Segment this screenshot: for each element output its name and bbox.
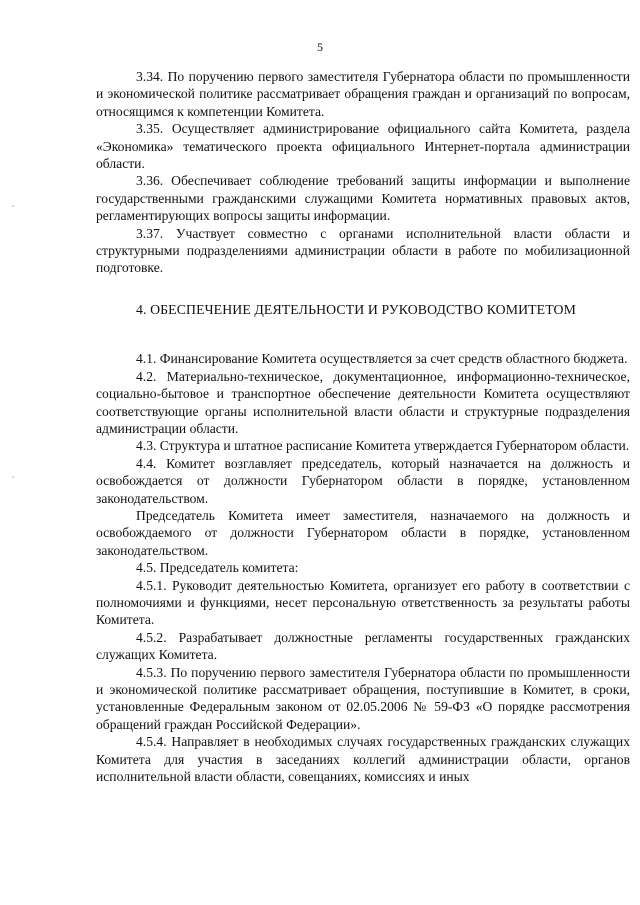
paragraph-3-34: 3.34. По поручению первого заместителя Губернатора области по промышленности и экономической политике рассматривает обращения граждан и организаций по вопросам, относящимся к компетенции Комитета. bbox=[96, 69, 630, 119]
paragraph-4-5: 4.5. Председатель комитета: bbox=[136, 560, 299, 576]
page-number: 5 bbox=[317, 40, 323, 54]
spacer bbox=[96, 277, 630, 301]
paragraph-4-5-3: 4.5.3. По поручению первого заместителя Губернатора области по промышленности и экономической политике рассматривает обращения, поступившие в Комитет, в сроки, установленные Федеральным законом от 02.05.2006 № 59-ФЗ «О порядке рассмотрения обращений граждан Российской Федерации». bbox=[96, 664, 630, 732]
document-body bbox=[96, 68, 630, 785]
paragraph-3-37: 3.37. Участвует совместно с органами исполнительной власти области и структурными подразделениями администрации области в работе по мобилизационной подготовке. bbox=[96, 225, 630, 276]
spacer bbox=[96, 318, 630, 350]
paragraph-3-36: 3.36. Обеспечивает соблюдение требований защиты информации и выполнение государственными гражданскими служащими Комитета нормативных правовых актов, регламентирующих вопросы защиты информации. bbox=[96, 173, 630, 224]
paragraph-4-2: 4.2. Материально-техническое, документационное, информационно-техническое, социально-бытовое и транспортное обеспечение деятельности Комитета осуществляют соответствующие органы исполнительной власти области и структурные подразделения администрации области. bbox=[96, 368, 630, 436]
section-heading: 4. ОБЕСПЕЧЕНИЕ ДЕЯТЕЛЬНОСТИ И РУКОВОДСТВО КОМИТЕТОМ bbox=[136, 301, 576, 317]
paragraph-4-5-4: 4.5.4. Направляет в необходимых случаях государственных гражданских служащих Комитета для участия в заседаниях коллегий администрации области, органов исполнительной власти области, совещаниях, комиссиях и иных bbox=[96, 734, 630, 785]
paragraph-4-5-1: 4.5.1. Руководит деятельностью Комитета, организует его работу в соответствии с полномочиями и функциями, несет персональную ответственность за результаты работы Комитета. bbox=[96, 577, 630, 628]
paragraph-4-1: 4.1. Финансирование Комитета осуществляется за счет средств областного бюджета. bbox=[136, 351, 628, 367]
paragraph-4-4: 4.4. Комитет возглавляет председатель, который назначается на должность и освобождается от должности Губернатором области в порядке, установленном законодательством. bbox=[96, 455, 630, 506]
scan-margin-mark bbox=[12, 205, 14, 207]
paragraph-4-5-2: 4.5.2. Разрабатывает должностные регламенты государственных гражданских служащих Комитета. bbox=[96, 629, 630, 663]
paragraph-deputy: Председатель Комитета имеет заместителя, назначаемого на должность и освобождаемого от должности Губернатором области в порядке, установленном законодательством. bbox=[96, 507, 630, 558]
paragraph-4-3: 4.3. Структура и штатное расписание Комитета утверждается Губернатором области. bbox=[136, 438, 630, 454]
scan-margin-mark bbox=[12, 476, 14, 478]
paragraph-3-35: 3.35. Осуществляет администрирование официального сайта Комитета, раздела «Экономика» тематического проекта официального Интернет-портала администрации области. bbox=[96, 121, 630, 172]
